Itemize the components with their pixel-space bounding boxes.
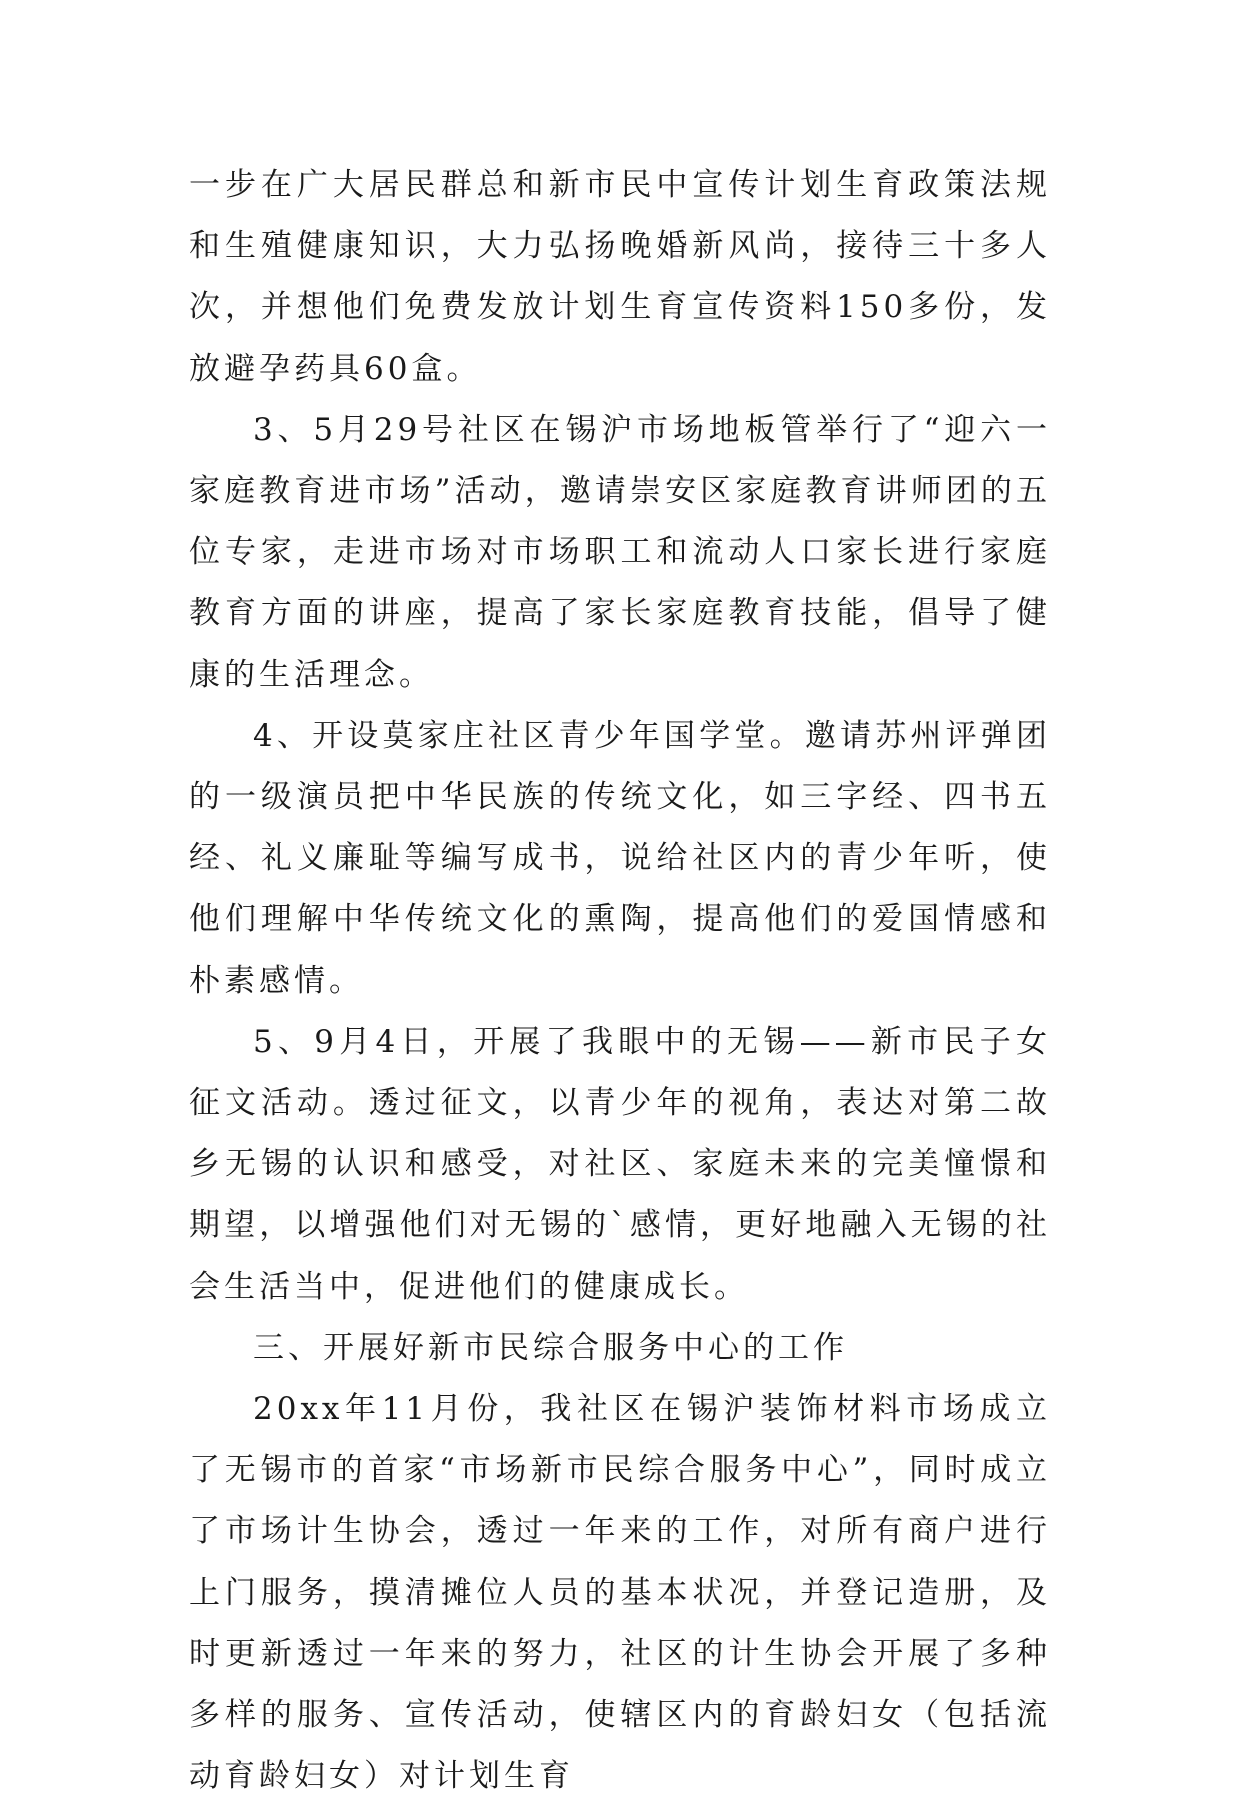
document-body xyxy=(189,155,1051,1807)
paragraph-item-4: 4、开设莫家庄社区青少年国学堂。邀请苏州评弹团的一级演员把中华民族的传统文化，如三字经、四书五经、礼义廉耻等编写成书，说给社区内的青少年听，使他们理解中华传统文化的熏陶，提高他们的爱国情感和朴素感情。 xyxy=(189,717,1051,999)
paragraph-continuation: 一步在广大居民群总和新市民中宣传计划生育政策法规和生殖健康知识，大力弘扬晚婚新风尚，接待三十多人次，并想他们免费发放计划生育宣传资料150多份，发放避孕药具60盒。 xyxy=(189,167,1051,387)
paragraph-item-5: 5、9月4日，开展了我眼中的无锡——新市民子女征文活动。透过征文，以青少年的视角，表达对第二故乡无锡的认识和感受，对社区、家庭未来的完美憧憬和期望，以增强他们对无锡的`感情，更好地融入无锡的社会生活当中，促进他们的健康成长。 xyxy=(189,1023,1051,1305)
paragraph-service-center: 20xx年11月份，我社区在锡沪装饰材料市场成立了无锡市的首家“市场新市民综合服务中心”，同时成立了市场计生协会，透过一年来的工作，对所有商户进行上门服务，摸清摊位人员的基本状况，并登记造册，及时更新透过一年来的努力，社区的计生协会开展了多种多样的服务、宣传活动，使辖区内的育龄妇女（包括流动育龄妇女）对计划生育 xyxy=(189,1391,1051,1795)
section-heading: 三、开展好新市民综合服务中心的工作 xyxy=(253,1329,848,1366)
paragraph-item-3: 3、5月29号社区在锡沪市场地板管举行了“迎六一家庭教育进市场”活动，邀请崇安区家庭教育讲师团的五位专家，走进市场对市场职工和流动人口家长进行家庭教育方面的讲座，提高了家长家庭教育技能，倡导了健康的生活理念。 xyxy=(189,411,1051,693)
